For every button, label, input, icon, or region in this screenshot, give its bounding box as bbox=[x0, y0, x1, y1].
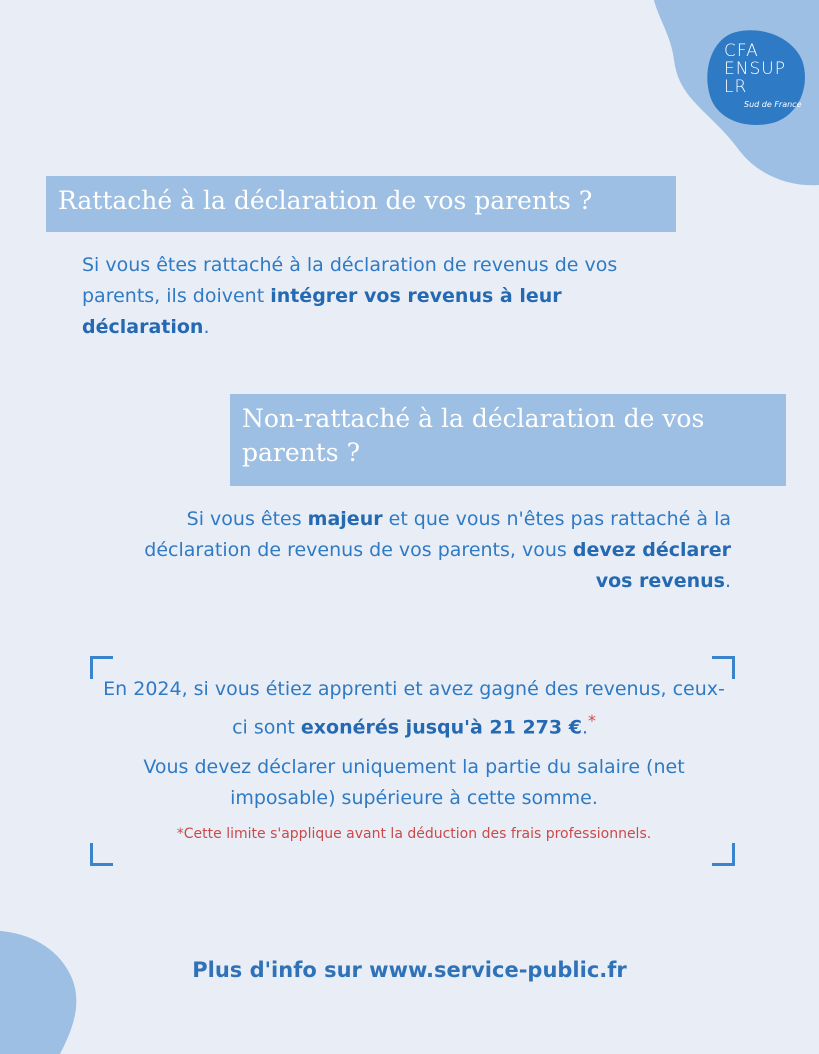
footnote-star: * bbox=[588, 711, 596, 730]
section1-text-part2: . bbox=[203, 316, 210, 338]
logo-text-cfa: CFA bbox=[724, 41, 759, 61]
section2-text-part1: Si vous êtes bbox=[186, 508, 308, 530]
footer-info-link[interactable]: Plus d'info sur www.service-public.fr bbox=[192, 958, 627, 982]
section2-text-part3: . bbox=[724, 570, 731, 592]
section2-bold-declarer: devez déclarer vos revenus bbox=[572, 539, 731, 592]
logo-text-lr: LR bbox=[724, 77, 748, 97]
frame-corner-bottom-left bbox=[90, 843, 113, 866]
highlight-paragraph-2: Vous devez déclarer uniquement la partie du salaire (net imposable) supérieure à cette somme. bbox=[143, 756, 685, 809]
section2-text-part2: et que vous n'êtes pas rattaché à la déclaration de revenus de vos parents, vous bbox=[144, 508, 731, 561]
section2-bold-majeur: majeur bbox=[307, 508, 383, 530]
section1-heading: Rattaché à la déclaration de vos parents ? bbox=[46, 176, 676, 232]
footnote-text: *Cette limite s'applique avant la déduction des frais professionnels. bbox=[176, 826, 652, 842]
section1-text-part1: Si vous êtes rattaché à la déclaration de revenus de vos parents, ils doivent bbox=[82, 254, 618, 307]
section1-bold-part: intégrer vos revenus à leur déclaration bbox=[82, 285, 562, 338]
section2-heading: Non-rattaché à la déclaration de vos parents ? bbox=[230, 394, 786, 486]
frame-corner-bottom-right bbox=[712, 843, 735, 866]
cfa-ensup-logo bbox=[706, 30, 806, 126]
highlight-text-part2: . bbox=[581, 716, 589, 739]
highlight-text-part1: En 2024, si vous étiez apprenti et avez gagné des revenus, ceux-ci sont bbox=[103, 678, 725, 739]
section1-paragraph bbox=[82, 250, 662, 343]
logo-text-ensup: ENSUP bbox=[724, 59, 786, 79]
logo-tagline: Sud de France bbox=[744, 100, 802, 109]
highlight-paragraph-1 bbox=[96, 674, 732, 743]
decorative-blob-bottom-left bbox=[0, 924, 120, 1054]
highlight-bold-amount: exonérés jusqu'à 21 273 € bbox=[300, 716, 582, 739]
section2-paragraph bbox=[141, 504, 731, 597]
